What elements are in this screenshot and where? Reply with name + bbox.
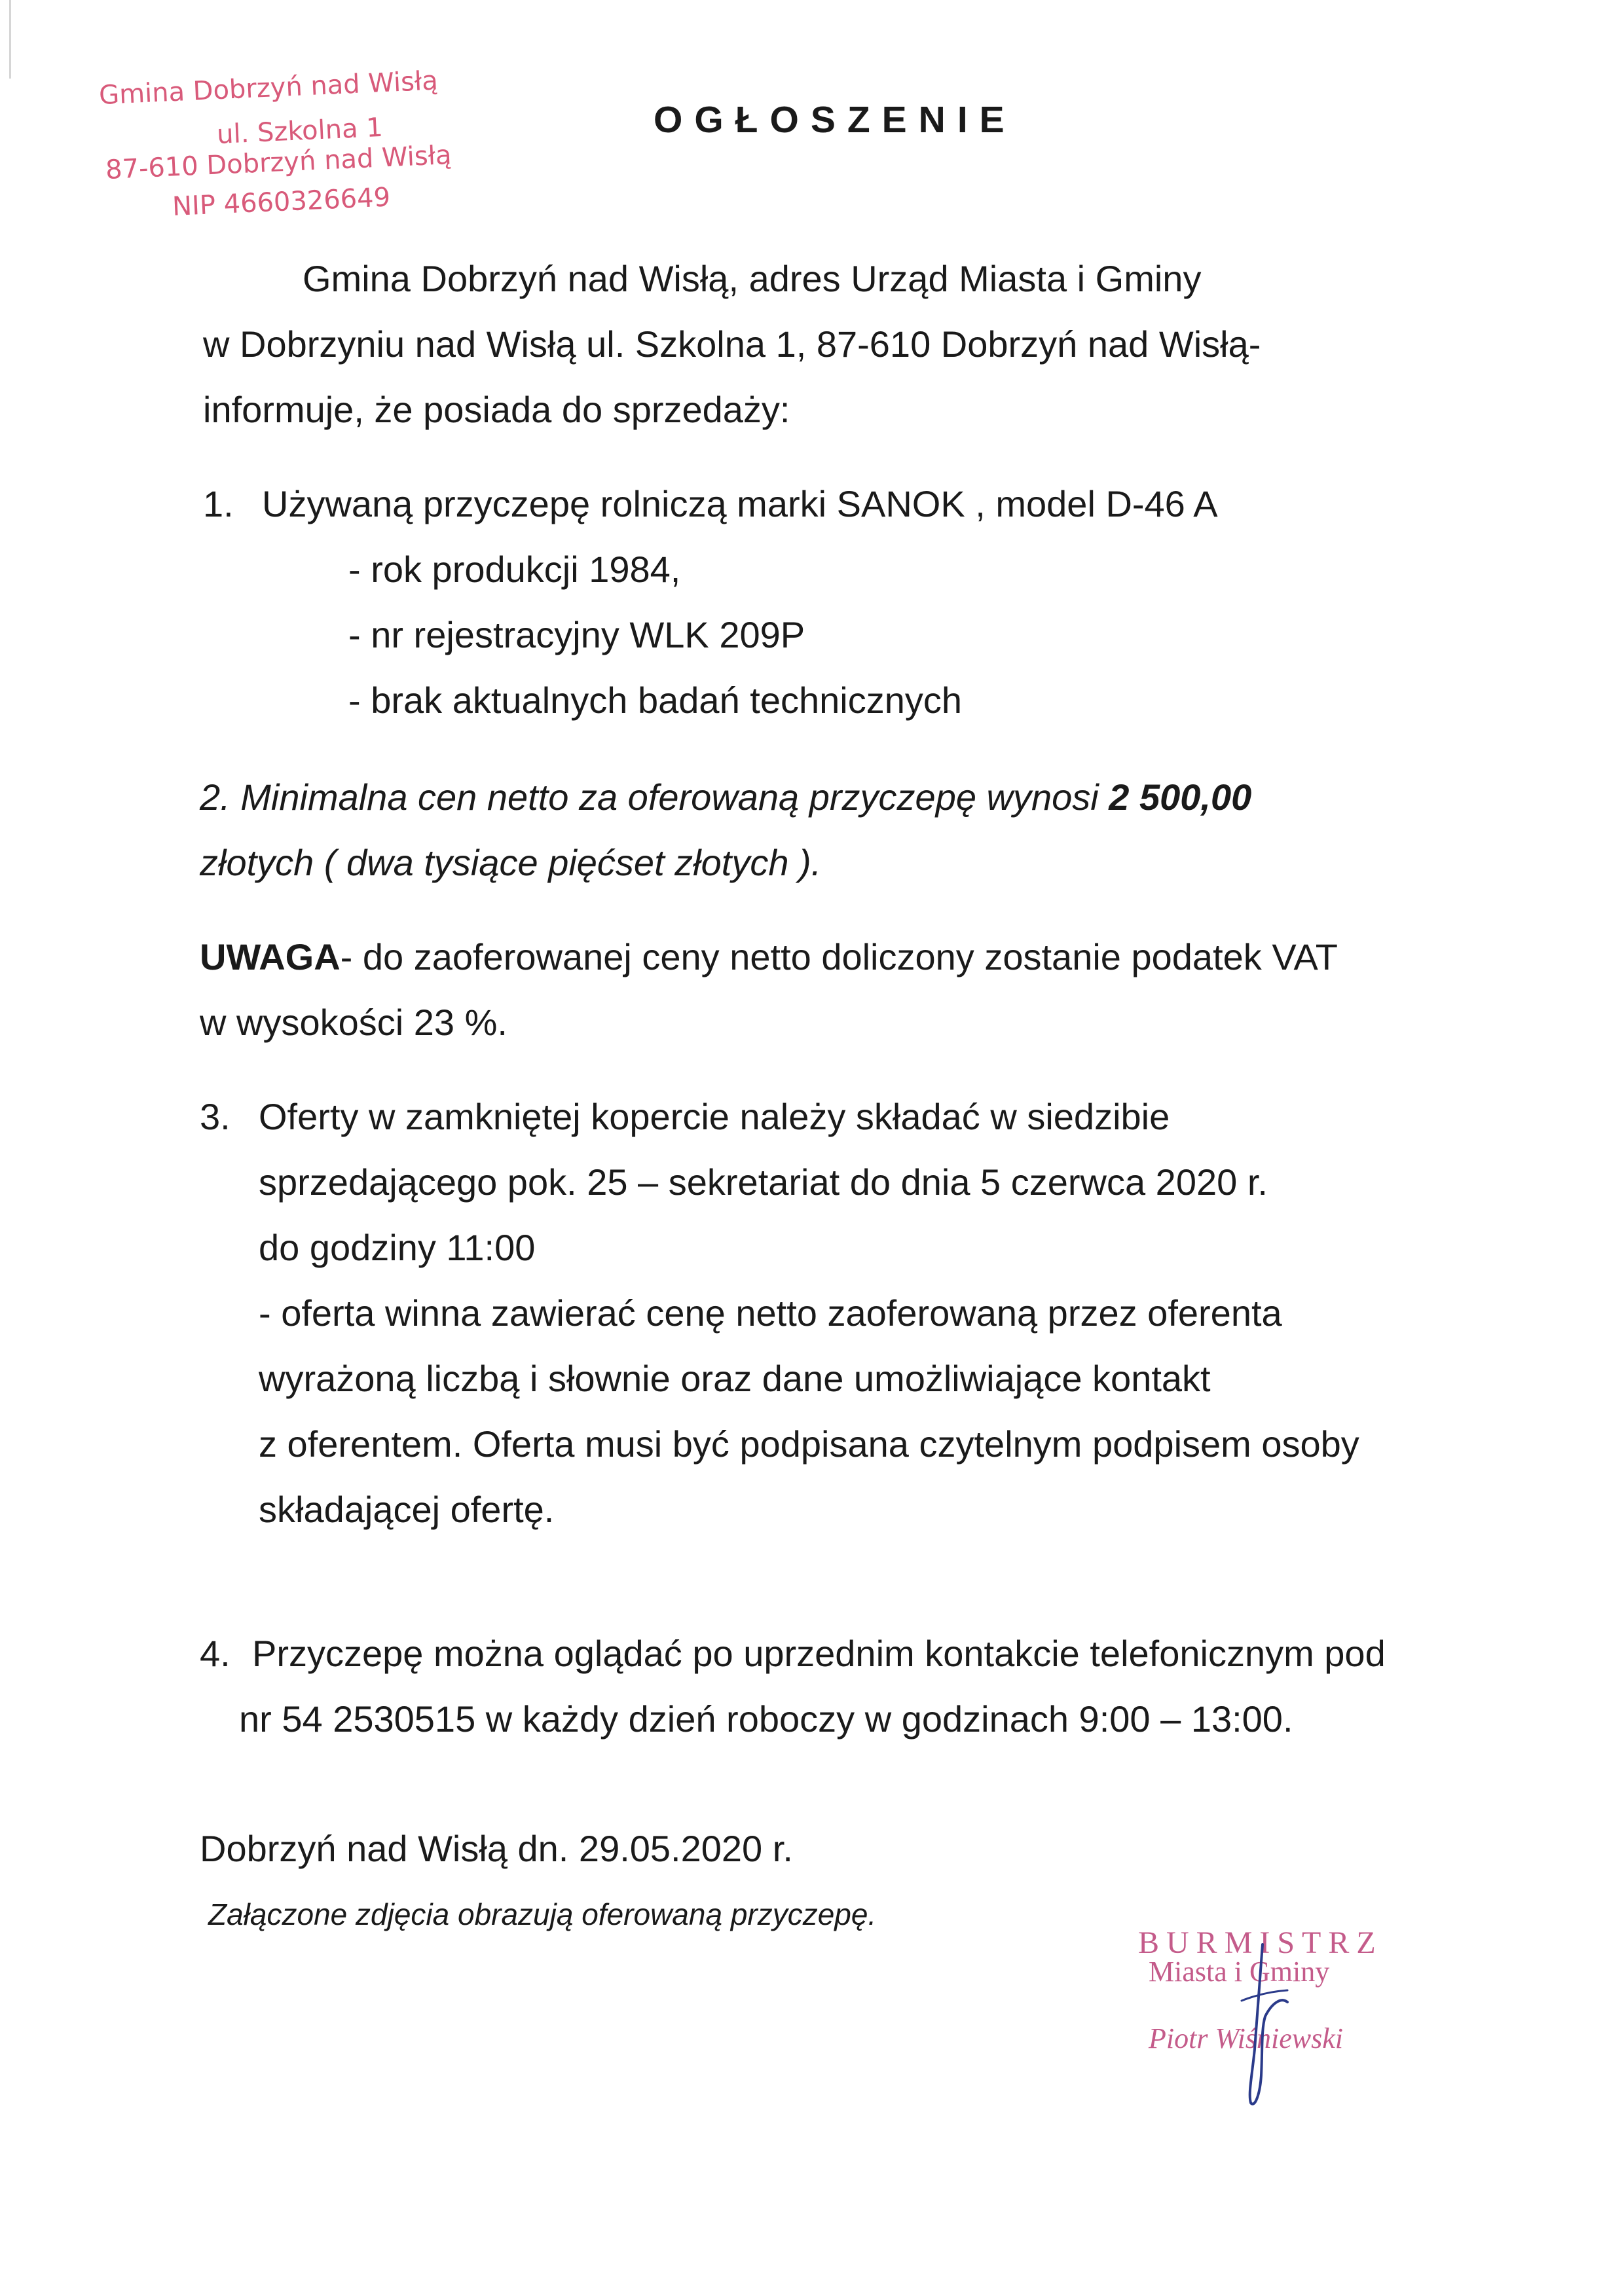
item-3-line-3: do godziny 11:00 — [259, 1227, 536, 1268]
signature-subtitle: Miasta i Gminy — [1149, 1956, 1330, 1988]
stamp-line-postcode: 87-610 Dobrzyń nad Wisłą — [105, 139, 452, 185]
mayor-signature-stamp — [1126, 1918, 1414, 2128]
place-and-date: Dobrzyń nad Wisłą dn. 29.05.2020 r. — [200, 1828, 793, 1869]
item-4-number: 4. — [200, 1633, 231, 1674]
municipality-stamp — [98, 65, 465, 223]
item-3-number: 3. — [200, 1096, 231, 1137]
note-line-1 — [200, 935, 1338, 979]
item-4-line-2: nr 54 2530515 w każdy dzień roboczy w godzinach 9:00 – 13:00. — [239, 1698, 1293, 1740]
intro-line-2: w Dobrzyniu nad Wisłą ul. Szkolna 1, 87-610 Dobrzyń nad Wisłą- — [203, 323, 1261, 365]
item-1-number: 1. — [203, 483, 234, 524]
signature-title: BURMISTRZ — [1138, 1925, 1383, 1960]
item-2-number: 2. — [200, 776, 241, 818]
note-text: - do zaoferowanej ceny netto doliczony zostanie podatek VAT — [340, 936, 1338, 977]
document-title: OGŁOSZENIE — [654, 99, 1016, 141]
note-label: UWAGA — [200, 936, 341, 977]
intro-line-3: informuje, że posiada do sprzedaży: — [203, 389, 790, 430]
item-2-text: Minimalna cen netto za oferowaną przyczepę wynosi — [240, 776, 1109, 818]
stamp-line-street: ul. Szkolna 1 — [216, 112, 384, 150]
item-3-line-4: - oferta winna zawierać cenę netto zaoferowaną przez oferenta — [259, 1292, 1282, 1334]
item-3-line-1: Oferty w zamkniętej kopercie należy składać w siedzibie — [259, 1096, 1170, 1137]
stamp-line-name: Gmina Dobrzyń nad Wisłą — [98, 65, 439, 111]
attachment-note: Załączone zdjęcia obrazują oferowaną przyczepę. — [208, 1897, 877, 1931]
intro-line-1: Gmina Dobrzyń nad Wisłą, adres Urząd Miasta i Gminy — [303, 258, 1202, 299]
signature-name: Piotr Wiśniewski — [1149, 2022, 1343, 2054]
item-3-line-2: sprzedającego pok. 25 – sekretariat do dnia 5 czerwca 2020 r. — [259, 1161, 1268, 1203]
item-1-registration: - nr rejestracyjny WLK 209P — [348, 614, 805, 655]
item-2-amount: 2 500,00 — [1109, 776, 1252, 818]
item-4-line-1: Przyczepę można oglądać po uprzednim kontakcie telefonicznym pod — [252, 1633, 1386, 1674]
item-1-year: - rok produkcji 1984, — [348, 549, 681, 590]
note-line-2: w wysokości 23 %. — [200, 1002, 507, 1043]
stamp-line-nip: NIP 4660326649 — [172, 182, 391, 222]
item-1-inspection: - brak aktualnych badań technicznych — [348, 680, 962, 721]
item-3-line-5: wyrażoną liczbą i słownie oraz dane umożliwiające kontakt — [259, 1358, 1211, 1399]
item-2-line-2: złotych ( dwa tysiące pięćset złotych ). — [200, 842, 822, 883]
item-3-line-6: z oferentem. Oferta musi być podpisana czytelnym podpisem osoby — [259, 1423, 1359, 1465]
item-1-text: Używaną przyczepę rolniczą marki SANOK , model D-46 A — [262, 483, 1218, 524]
item-2-line-1 — [200, 775, 1251, 820]
scan-edge — [9, 0, 11, 79]
item-3-line-7: składającej ofertę. — [259, 1489, 555, 1530]
handwritten-signature-icon — [1126, 1918, 1414, 2128]
